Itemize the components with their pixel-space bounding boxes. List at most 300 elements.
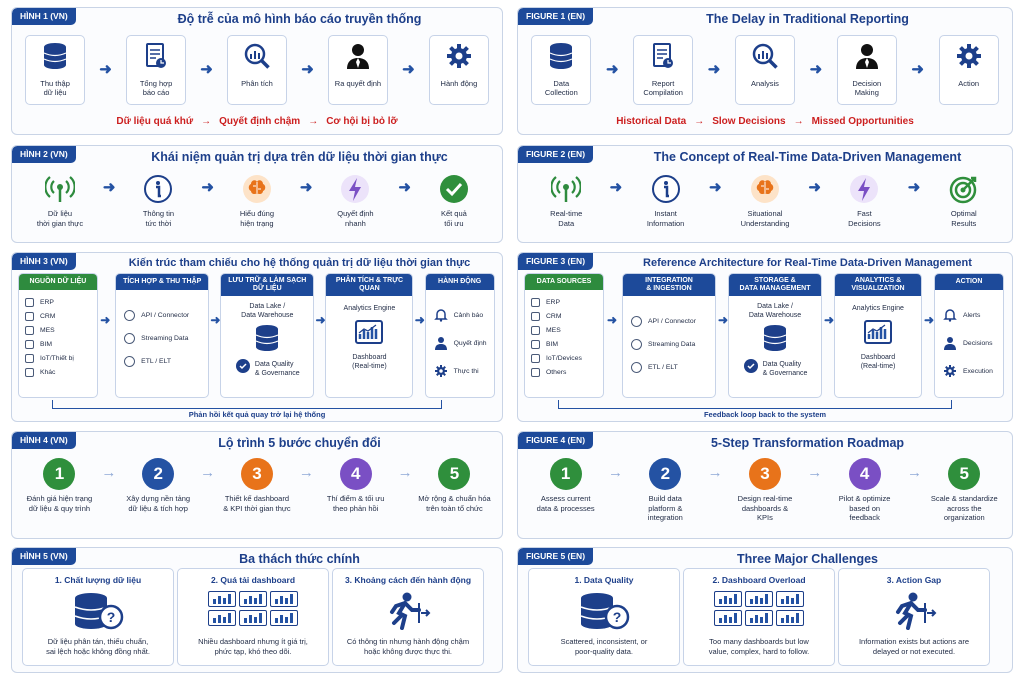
- column-header: DATA SOURCES: [525, 274, 603, 290]
- data-source-item: [531, 309, 603, 323]
- svg-text:?: ?: [106, 609, 116, 625]
- action-item: [434, 308, 494, 322]
- challenge-card: [683, 568, 835, 666]
- database-icon: [221, 324, 313, 352]
- step-label: Pilot & optimize based on feedback: [838, 494, 891, 522]
- figure-tag: FIGURE 3 (EN): [518, 253, 593, 270]
- analysis-icon: [243, 42, 271, 75]
- action-item: [943, 364, 1003, 378]
- arrow-right-icon: →: [707, 464, 723, 481]
- challenge-title: 2. Dashboard Overload: [712, 575, 806, 585]
- analytics-engine-label: Analytics Engine: [852, 305, 904, 312]
- dashboard-icon: [326, 319, 412, 347]
- feedback-label: Feedback loop back to the system: [703, 410, 827, 419]
- integration-item: [124, 356, 208, 367]
- source-label: CRM: [39, 312, 56, 320]
- step-label: Action: [958, 79, 980, 88]
- analytics-column: [834, 273, 922, 398]
- consequence-label: Dữ liệu quá khứ: [116, 116, 194, 127]
- source-label: Khác: [39, 368, 56, 376]
- step-number-badge: 5: [948, 458, 980, 490]
- figure-5-en: [517, 547, 1013, 673]
- figure-tag: FIGURE 5 (EN): [518, 548, 593, 565]
- feedback-loop-line: [52, 400, 442, 409]
- figure-title: The Concept of Real-Time Data-Driven Management: [653, 150, 962, 164]
- figure-4-vn: [11, 431, 503, 539]
- action-column: [934, 273, 1004, 398]
- concept-step: [724, 173, 806, 228]
- arrow-right-icon: →: [607, 464, 623, 481]
- figure-2-vn: [11, 145, 503, 243]
- challenge-description: Information exists but actions are delayed or not executed.: [858, 637, 970, 656]
- concept-step: [413, 173, 495, 228]
- lightning-icon: [848, 173, 880, 205]
- arrow-right-icon: →: [308, 116, 319, 127]
- data-source-item: [25, 323, 97, 337]
- step-number-badge: 1: [43, 458, 75, 490]
- concept-step: [525, 173, 607, 228]
- data-source-item: [25, 365, 97, 379]
- data-sources-column: [524, 273, 604, 398]
- step-label: Hành động: [440, 79, 478, 88]
- report-icon: [651, 42, 675, 75]
- step-card: [126, 35, 186, 105]
- step-card: [939, 35, 999, 105]
- step-number-badge: 2: [649, 458, 681, 490]
- signal-icon: [550, 173, 582, 205]
- roadmap-step: [824, 458, 906, 523]
- step-label: Report Compilation: [643, 79, 683, 97]
- step-label: Situational Understanding: [740, 209, 790, 228]
- database-icon: [42, 42, 68, 75]
- concept-step: [923, 173, 1005, 228]
- running-person-icon: [891, 591, 937, 636]
- integration-label: API / Connector: [648, 318, 696, 325]
- source-icon: [531, 326, 540, 335]
- arrow-right-icon: ➜: [398, 179, 411, 196]
- data-sources-column: [18, 273, 98, 398]
- data-source-item: [25, 351, 97, 365]
- process-flow: [18, 35, 496, 105]
- action-item: [943, 336, 1003, 350]
- arrow-right-icon: →: [807, 464, 823, 481]
- step-label: Instant Information: [646, 209, 685, 228]
- challenge-card: [332, 568, 484, 666]
- column-header: STORAGE & DATA MANAGEMENT: [729, 274, 821, 296]
- gear-icon: [955, 42, 983, 75]
- decision-maker-icon: [853, 42, 881, 75]
- database-icon: [548, 42, 574, 75]
- source-label: BIM: [546, 340, 559, 348]
- step-label: Data Collection: [544, 79, 578, 97]
- consequence-label: Slow Decisions: [712, 116, 786, 127]
- step-label: Đánh giá hiện trạng dữ liệu & quy trình: [26, 494, 93, 513]
- figure-1-en: [517, 7, 1013, 135]
- arrow-right-icon: ➜: [299, 179, 313, 196]
- arrow-right-icon: ➜: [911, 61, 924, 78]
- figure-4-en: [517, 431, 1013, 539]
- figure-title: Khái niệm quản trị dựa trên dữ liệu thời gian thực: [151, 150, 448, 164]
- step-number-badge: 1: [550, 458, 582, 490]
- step-card: [328, 35, 388, 105]
- source-icon: [25, 312, 34, 321]
- bell-icon: [434, 308, 448, 322]
- dashboard-icon: [835, 319, 921, 347]
- step-number-badge: 5: [438, 458, 470, 490]
- figure-tag: HÌNH 5 (VN): [12, 548, 76, 565]
- source-label: BIM: [39, 340, 53, 348]
- dashboard-grid-icon: [714, 591, 804, 626]
- person-icon: [943, 336, 957, 350]
- shield-icon: [743, 358, 759, 379]
- figure-title: The Delay in Traditional Reporting: [706, 12, 909, 26]
- column-header: ANALYTICS & VISUALIZATION: [835, 274, 921, 296]
- column-header: NGUỒN DỮ LIỆU: [19, 274, 97, 290]
- data-source-item: [25, 295, 97, 309]
- arrow-right-icon: →: [906, 464, 922, 481]
- challenge-title: 3. Khoảng cách đến hành động: [344, 575, 472, 585]
- roadmap-step: [624, 458, 706, 523]
- arrow-right-icon: ➜: [709, 179, 722, 196]
- step-label: Thông tin tức thời: [142, 209, 175, 228]
- step-label: Thiết kế dashboard & KPI thời gian thực: [223, 494, 291, 513]
- figure-tag: HÌNH 2 (VN): [12, 146, 76, 163]
- action-label: Quyết định: [453, 339, 487, 347]
- roadmap-step: [923, 458, 1005, 523]
- source-icon: [25, 368, 34, 377]
- etl-icon: [631, 362, 642, 373]
- figure-title: Three Major Challenges: [736, 552, 878, 566]
- data-source-item: [531, 295, 603, 309]
- consequence-label: Quyết định chậm: [219, 116, 301, 127]
- step-card: [837, 35, 897, 105]
- step-number-badge: 4: [340, 458, 372, 490]
- roadmap-step: [18, 458, 100, 513]
- streaming-icon: [124, 333, 135, 344]
- analysis-icon: [751, 42, 779, 75]
- consequence-label: Missed Opportunities: [811, 116, 914, 127]
- consequence-label: Historical Data: [616, 116, 687, 127]
- figure-title: Reference Architecture for Real-Time Data-Driven Management: [643, 257, 972, 269]
- arrow-right-icon: →: [793, 116, 804, 127]
- step-label: Dữ liệu thời gian thực: [36, 209, 84, 228]
- action-item: [434, 336, 494, 350]
- column-header: INTEGRATION & INGESTION: [623, 274, 715, 296]
- step-label: Xây dựng nền tảng dữ liệu & tích hợp: [126, 494, 191, 513]
- source-label: ERP: [39, 298, 54, 306]
- data-quality-label: Data Quality & Governance: [254, 360, 300, 377]
- step-label: Phân tích: [241, 79, 273, 88]
- arrow-right-icon: →: [101, 464, 117, 481]
- source-icon: [25, 326, 34, 335]
- arrow-right-icon: ➜: [605, 61, 619, 78]
- source-icon: [531, 298, 540, 307]
- step-number-badge: 3: [749, 458, 781, 490]
- source-icon: [531, 354, 540, 363]
- data-source-item: [531, 337, 603, 351]
- source-label: IoT/Thiết bị: [39, 354, 74, 362]
- signal-icon: [44, 173, 76, 205]
- process-flow: [524, 35, 1006, 105]
- figure-1-vn: [11, 7, 503, 135]
- streaming-icon: [631, 339, 642, 350]
- data-source-item: [531, 365, 603, 379]
- concept-step: [625, 173, 707, 228]
- data-source-item: [531, 351, 603, 365]
- arrow-right-icon: ➜: [100, 313, 111, 327]
- challenge-card: [528, 568, 680, 666]
- action-label: Alerts: [963, 311, 981, 319]
- step-label: Real-time Data: [550, 209, 583, 228]
- etl-icon: [124, 356, 135, 367]
- concept-flow: [18, 173, 496, 228]
- step-label: Mở rộng & chuẩn hóa trên toàn tổ chức: [418, 494, 491, 513]
- lightning-icon: [339, 173, 371, 205]
- step-label: Hiểu đúng hiện trạng: [239, 209, 275, 228]
- arrow-right-icon: ➜: [924, 313, 935, 327]
- column-header: PHÂN TÍCH & TRỰC QUAN: [326, 274, 412, 296]
- feedback-loop-line: [558, 400, 952, 409]
- concept-step: [216, 173, 298, 228]
- source-icon: [25, 298, 34, 307]
- dashboard-grid-icon: [208, 591, 298, 626]
- figure-title: Lộ trình 5 bước chuyển đổi: [218, 436, 381, 450]
- step-card: [735, 35, 795, 105]
- step-label: Thí điểm & tối ưu theo phản hồi: [326, 494, 385, 513]
- challenge-description: Nhiều dashboard nhưng ít giá trị, phức tạp, khó theo dõi.: [198, 637, 308, 656]
- concept-step: [314, 173, 396, 228]
- brain-icon: [241, 173, 273, 205]
- challenge-title: 3. Action Gap: [886, 575, 942, 585]
- step-number-badge: 3: [241, 458, 273, 490]
- source-label: Others: [546, 368, 567, 376]
- step-label: Ra quyết định: [334, 79, 382, 88]
- arrow-right-icon: ➜: [201, 179, 214, 196]
- shield-icon: [235, 358, 251, 379]
- step-label: Thu thập dữ liệu: [40, 79, 70, 97]
- column-header: ACTION: [935, 274, 1003, 290]
- figure-title: 5-Step Transformation Roadmap: [710, 436, 905, 450]
- action-column: [425, 273, 495, 398]
- step-label: Design real-time dashboards & KPIs: [737, 494, 793, 522]
- challenge-title: 1. Chất lượng dữ liệu: [54, 575, 142, 585]
- integration-label: Streaming Data: [648, 341, 696, 348]
- storage-column: [220, 273, 314, 398]
- figure-2-en: [517, 145, 1013, 243]
- consequence-label: Cơ hội bị bỏ lỡ: [326, 116, 398, 127]
- report-icon: [144, 42, 168, 75]
- concept-step: [19, 173, 101, 228]
- storage-column: [728, 273, 822, 398]
- roadmap-step: [525, 458, 607, 513]
- target-icon: [948, 173, 980, 205]
- step-label: Scale & standardize across the organization: [930, 494, 998, 522]
- column-header: LƯU TRỮ & LÀM SẠCH DỮ LIỆU: [221, 274, 313, 296]
- database-icon: [729, 324, 821, 352]
- source-label: MES: [39, 326, 55, 334]
- step-label: Decision Making: [852, 79, 882, 97]
- figure-title: Kiến trúc tham chiếu cho hệ thống quản trị dữ liệu thời gian thực: [128, 257, 471, 269]
- connector-icon: [124, 310, 135, 321]
- arrow-right-icon: ➜: [99, 61, 112, 78]
- svg-text:?: ?: [612, 609, 622, 625]
- integration-label: ETL / ELT: [141, 358, 171, 365]
- step-number-badge: 4: [849, 458, 881, 490]
- analytics-engine-label: Analytics Engine: [343, 305, 396, 312]
- database-question-icon: [71, 591, 125, 636]
- arrow-right-icon: →: [200, 464, 216, 481]
- consequence-chain: [518, 116, 1012, 127]
- roadmap-steps: [524, 458, 1006, 523]
- source-icon: [25, 354, 34, 363]
- integration-item: [631, 339, 715, 350]
- step-label: Kết quả tối ưu: [440, 209, 467, 228]
- step-card: [429, 35, 489, 105]
- arrow-right-icon: →: [397, 464, 413, 481]
- column-header: HÀNH ĐỘNG: [426, 274, 494, 290]
- column-header: TÍCH HỢP & THU THẬP: [116, 274, 208, 290]
- info-icon: [650, 173, 682, 205]
- concept-step: [823, 173, 905, 228]
- integration-item: [631, 316, 715, 327]
- running-person-icon: [385, 591, 431, 636]
- challenge-card: [838, 568, 990, 666]
- dashboard-label: Dashboard (Real-time): [860, 354, 896, 370]
- gear-icon: [445, 42, 473, 75]
- check-icon: [438, 173, 470, 205]
- figure-title: Độ trễ của mô hình báo cáo truyền thống: [177, 12, 422, 26]
- figure-3-en: [517, 252, 1013, 422]
- challenge-description: Too many dashboards but low value, complex, hard to follow.: [708, 637, 810, 656]
- arrow-right-icon: ➜: [607, 313, 618, 327]
- figure-tag: FIGURE 2 (EN): [518, 146, 593, 163]
- database-question-icon: [577, 591, 631, 636]
- arrow-right-icon: ➜: [809, 61, 823, 78]
- arrow-right-icon: ➜: [402, 61, 415, 78]
- action-item: [434, 364, 494, 378]
- source-icon: [531, 368, 540, 377]
- arrow-right-icon: ➜: [414, 313, 425, 327]
- data-source-item: [531, 323, 603, 337]
- action-label: Execution: [963, 367, 993, 375]
- small-gear-icon: [434, 364, 448, 378]
- step-label: Analysis: [751, 79, 779, 88]
- step-label: Optimal Results: [950, 209, 977, 228]
- analytics-column: [325, 273, 413, 398]
- source-label: IoT/Devices: [546, 354, 582, 362]
- integration-column: [115, 273, 209, 398]
- challenge-description: Scattered, inconsistent, or poor-quality data.: [560, 637, 648, 656]
- challenge-title: 1. Data Quality: [574, 575, 634, 585]
- arrow-right-icon: ➜: [200, 61, 213, 78]
- integration-item: [631, 362, 715, 373]
- action-label: Decisions: [963, 339, 993, 347]
- figure-5-vn: [11, 547, 503, 673]
- challenge-description: Dữ liệu phân tán, thiếu chuẩn, sai lệch hoặc không đồng nhất.: [46, 637, 150, 656]
- action-item: [943, 308, 1003, 322]
- roadmap-step: [724, 458, 806, 523]
- brain-icon: [749, 173, 781, 205]
- integration-item: [124, 310, 208, 321]
- roadmap-step: [413, 458, 495, 513]
- arrow-right-icon: ➜: [315, 313, 326, 327]
- consequence-chain: [12, 116, 502, 127]
- action-label: Thực thi: [453, 367, 479, 375]
- concept-step: [117, 173, 199, 228]
- roadmap-step: [216, 458, 298, 513]
- data-lake-label: Data Lake / Data Warehouse: [241, 303, 294, 319]
- step-card: [25, 35, 85, 105]
- figure-tag: HÌNH 1 (VN): [12, 8, 76, 25]
- source-icon: [531, 340, 540, 349]
- arrow-right-icon: ➜: [707, 61, 721, 78]
- step-card: [227, 35, 287, 105]
- arrow-right-icon: →: [694, 116, 705, 127]
- arrow-right-icon: ➜: [102, 179, 116, 196]
- integration-label: ETL / ELT: [648, 364, 678, 371]
- step-label: Build data platform & integration: [647, 494, 683, 522]
- challenge-card: [177, 568, 329, 666]
- arrow-right-icon: ➜: [824, 313, 835, 327]
- integration-label: Streaming Data: [141, 335, 189, 342]
- bell-icon: [943, 308, 957, 322]
- step-label: Quyết định nhanh: [337, 209, 374, 228]
- data-quality-label: Data Quality & Governance: [762, 360, 808, 377]
- source-icon: [25, 340, 34, 349]
- dashboard-label: Dashboard (Real-time): [352, 354, 387, 370]
- arrow-right-icon: →: [298, 464, 314, 481]
- challenge-description: Có thông tin nhưng hành động chậm hoặc không được thực thi.: [346, 637, 470, 656]
- step-card: [633, 35, 693, 105]
- step-label: Tổng hợp báo cáo: [139, 79, 173, 97]
- figure-tag: HÌNH 4 (VN): [12, 432, 76, 449]
- source-label: CRM: [546, 312, 562, 320]
- step-card: [531, 35, 591, 105]
- person-icon: [434, 336, 448, 350]
- arrow-right-icon: ➜: [718, 313, 729, 327]
- arrow-right-icon: ➜: [808, 179, 821, 196]
- source-label: MES: [546, 326, 561, 334]
- feedback-label: Phản hồi kết quả quay trở lại hệ thống: [188, 410, 326, 419]
- concept-flow: [524, 173, 1006, 228]
- integration-label: API / Connector: [141, 312, 190, 319]
- roadmap-step: [117, 458, 199, 513]
- data-source-item: [25, 309, 97, 323]
- arrow-right-icon: ➜: [301, 61, 314, 78]
- arrow-right-icon: ➜: [907, 179, 921, 196]
- integration-item: [124, 333, 208, 344]
- challenge-title: 2. Quá tải dashboard: [210, 575, 296, 585]
- roadmap-step: [315, 458, 397, 513]
- step-number-badge: 2: [142, 458, 174, 490]
- figure-3-vn: [11, 252, 503, 422]
- roadmap-steps: [18, 458, 496, 513]
- connector-icon: [631, 316, 642, 327]
- data-source-item: [25, 337, 97, 351]
- arrow-right-icon: →: [201, 116, 212, 127]
- figure-title: Ba thách thức chính: [239, 552, 360, 566]
- decision-maker-icon: [344, 42, 372, 75]
- arrow-right-icon: ➜: [609, 179, 623, 196]
- data-lake-label: Data Lake / Data Warehouse: [748, 303, 802, 319]
- arrow-right-icon: ➜: [210, 313, 221, 327]
- source-label: ERP: [546, 298, 560, 306]
- challenge-card: [22, 568, 174, 666]
- integration-column: [622, 273, 716, 398]
- small-gear-icon: [943, 364, 957, 378]
- info-icon: [142, 173, 174, 205]
- action-label: Cảnh báo: [453, 311, 484, 319]
